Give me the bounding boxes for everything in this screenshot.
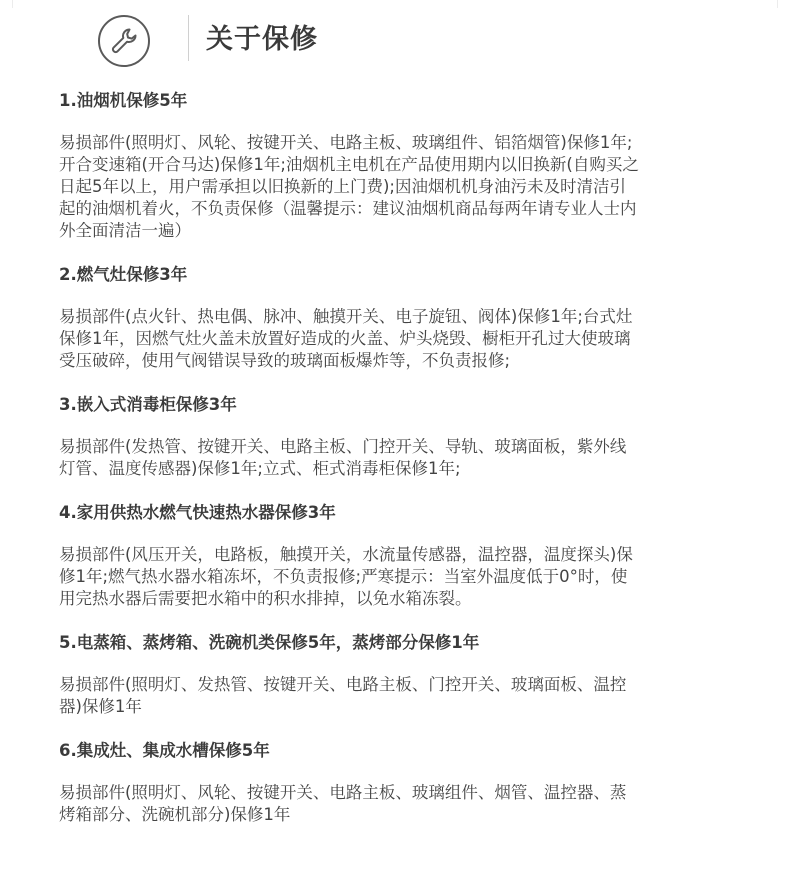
section-body <box>59 306 749 372</box>
body-line: 开合变速箱(开合马达)保修1年;油烟机主电机在产品使用期内以旧换新(自购买之 <box>59 155 639 174</box>
wrench-icon <box>98 15 150 67</box>
body-line: 保修1年，因燃气灶火盖未放置好造成的火盖、炉头烧毁、橱柜开孔过大使玻璃 <box>59 329 631 348</box>
section-body <box>59 782 749 826</box>
body-line: 易损部件(照明灯、风轮、按键开关、电路主板、玻璃组件、烟管、温控器、蒸 <box>59 783 627 802</box>
warranty-section <box>59 87 749 242</box>
section-title: 1.油烟机保修5年 <box>59 91 188 110</box>
section-body <box>59 132 749 242</box>
body-line: 用完热水器后需要把水箱中的积水排掉，以免水箱冻裂。 <box>59 589 472 608</box>
section-title: 5.电蒸箱、蒸烤箱、洗碗机类保修5年，蒸烤部分保修1年 <box>59 633 480 652</box>
section-title: 4.家用供热水燃气快速热水器保修3年 <box>59 503 336 522</box>
warranty-section <box>59 261 749 372</box>
body-line: 易损部件(照明灯、风轮、按键开关、电路主板、玻璃组件、铝箔烟管)保修1年; <box>59 133 633 152</box>
section-body <box>59 674 749 718</box>
body-line: 器)保修1年 <box>59 697 142 716</box>
body-line: 烤箱部分、洗碗机部分)保修1年 <box>59 805 291 824</box>
body-line: 易损部件(发热管、按键开关、电路主板、门控开关、导轨、玻璃面板，紫外线 <box>59 437 627 456</box>
body-line: 受压破碎，使用气阀错误导致的玻璃面板爆炸等，不负责报修; <box>59 351 511 370</box>
body-line: 外全面清洁一遍） <box>59 221 191 240</box>
body-line: 起的油烟机着火，不负责保修（温馨提示：建议油烟机商品每两年请专业人士内 <box>59 199 637 218</box>
body-line: 日起5年以上，用户需承担以旧换新的上门费);因油烟机机身油污未及时清洁引 <box>59 177 626 196</box>
section-body <box>59 544 749 610</box>
section-title: 2.燃气灶保修3年 <box>59 265 188 284</box>
page-header <box>0 0 790 80</box>
warranty-section <box>59 499 749 610</box>
body-line: 易损部件(点火针、热电偶、脉冲、触摸开关、电子旋钮、阀体)保修1年;台式灶 <box>59 307 633 326</box>
warranty-section <box>59 391 749 480</box>
body-line: 易损部件(风压开关，电路板，触摸开关，水流量传感器，温控器，温度探头)保 <box>59 545 633 564</box>
body-line: 灯管、温度传感器)保修1年;立式、柜式消毒柜保修1年; <box>59 459 461 478</box>
body-line: 修1年;燃气热水器水箱冻坏，不负责报修;严寒提示：当室外温度低于0°时，使 <box>59 567 628 586</box>
page-title: 关于保修 <box>206 24 318 55</box>
header-divider <box>188 15 189 61</box>
section-body <box>59 436 749 480</box>
warranty-sections <box>59 87 749 826</box>
section-title: 3.嵌入式消毒柜保修3年 <box>59 395 237 414</box>
warranty-section <box>59 629 749 718</box>
body-line: 易损部件(照明灯、发热管、按键开关、电路主板、门控开关、玻璃面板、温控 <box>59 675 627 694</box>
warranty-section <box>59 737 749 826</box>
section-title: 6.集成灶、集成水槽保修5年 <box>59 741 270 760</box>
